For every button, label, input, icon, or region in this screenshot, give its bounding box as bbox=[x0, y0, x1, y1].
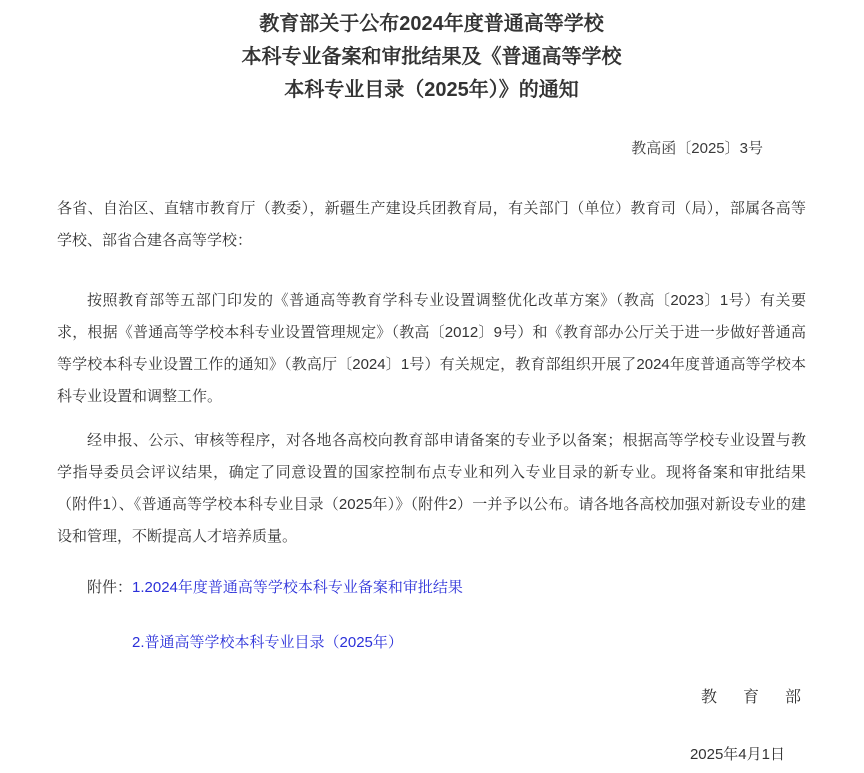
document-date: 2025年4月1日 bbox=[689, 746, 785, 763]
document-title-line-2: 本科专业备案和审批结果及《普通高等学校 bbox=[241, 46, 622, 68]
attachments-label: 附件： bbox=[87, 579, 133, 596]
attachments-line-1 bbox=[57, 572, 806, 604]
document-title-line-3: 本科专业目录（2025年）》的通知 bbox=[284, 79, 579, 101]
paragraph-2: 经申报、公示、审核等程序，对各地各高校向教育部申请备案的专业予以备案；根据高等学校专业设置与教学指导委员会评议结果，确定了同意设置的国家控制布点专业和列入专业目录的新专业。现将备案和审批结果（附件1）、《普通高等学校本科专业目录（2025年）》（附件2）一并予以公布。请各地各高校加强对新设专业的建设和管理，不断提高人才培养质量。 bbox=[57, 432, 806, 545]
paragraph-1: 按照教育部等五部门印发的《普通高等教育学科专业设置调整优化改革方案》（教高〔2023〕1号）有关要求，根据《普通高等学校本科专业设置管理规定》（教高〔2012〕9号）和《教育部办公厅关于进一步做好普通高等学校本科专业设置工作的通知》（教高厅〔2024〕1号）有关规定，教育部组织开展了2024年度普通高等学校本科专业设置和调整工作。 bbox=[57, 292, 806, 405]
signature: 教 育 部 bbox=[700, 689, 806, 706]
document-title bbox=[57, 8, 806, 107]
attachment-link-1[interactable]: 1.2024年度普通高等学校本科专业备案和审批结果 bbox=[132, 579, 463, 596]
attachment-link-2[interactable]: 2.普通高等学校本科专业目录（2025年） bbox=[132, 634, 403, 651]
document-title-line-1: 教育部关于公布2024年度普通高等学校 bbox=[259, 13, 604, 35]
addressee-paragraph: 各省、自治区、直辖市教育厅（教委），新疆生产建设兵团教育局，有关部门（单位）教育司（局），部属各高等学校、部省合建各高等学校： bbox=[57, 200, 806, 249]
document-number: 教高函〔2025〕3号 bbox=[631, 140, 763, 157]
attachments-line-2 bbox=[57, 627, 806, 659]
